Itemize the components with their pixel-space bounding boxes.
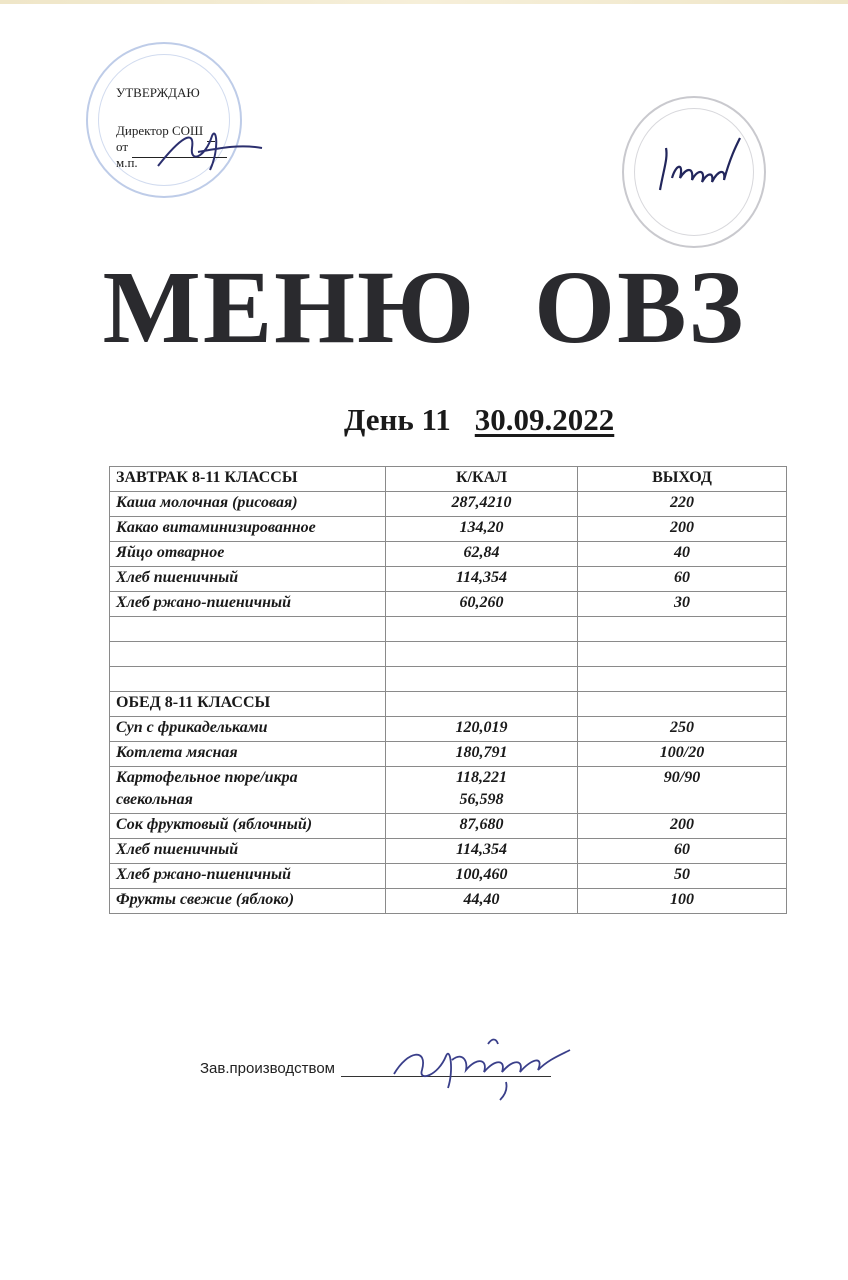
director-label: Директор СОШ [116,123,204,138]
header-yield: ВЫХОД [578,467,787,492]
table-row [110,742,787,767]
page-title: МЕНЮ ОВЗ [102,250,746,365]
dish-name: Сок фруктовый (яблочный) [110,814,386,839]
dish-kcal: 87,680 [386,814,578,839]
table-row [110,864,787,889]
table-row [110,567,787,592]
dish-yield: 200 [578,517,787,542]
signature-ivanov [650,128,750,208]
dish-yield: 50 [578,864,787,889]
dish-kcal: 62,84 [386,542,578,567]
table-row [110,542,787,567]
menu-date: 30.09.2022 [474,402,615,437]
dish-kcal-multiline [386,767,578,814]
dish-yield: 200 [578,814,787,839]
dish-name: Фрукты свежие (яблоко) [110,889,386,914]
dish-name: Каша молочная (рисовая) [110,492,386,517]
table-header-row [110,467,787,492]
dish-yield: 250 [578,717,787,742]
empty-row [110,642,787,667]
from-label: от [116,139,129,154]
director-signature [150,118,270,178]
dish-kcal: 60,260 [386,592,578,617]
dish-name: Котлета мясная [110,742,386,767]
table-row [110,814,787,839]
dish-kcal: 120,019 [386,717,578,742]
table-row [110,767,787,814]
dish-name: Суп с фрикадельками [110,717,386,742]
dish-name: Хлеб ржано-пшеничный [110,864,386,889]
table-row [110,839,787,864]
dish-yield: 30 [578,592,787,617]
dish-yield: 40 [578,542,787,567]
dish-yield: 60 [578,839,787,864]
dish-yield: 60 [578,567,787,592]
production-manager-signature [388,1030,588,1102]
dish-kcal: 44,40 [386,889,578,914]
dish-kcal: 114,354 [386,839,578,864]
dish-kcal: 134,20 [386,517,578,542]
dish-kcal: 287,4210 [386,492,578,517]
dish-yield: 220 [578,492,787,517]
dish-yield: 100 [578,889,787,914]
dish-kcal: 114,354 [386,567,578,592]
menu-table [109,466,787,914]
dish-name-line2: свекольная [116,791,193,808]
mp-label: м.п. [116,155,138,170]
table-row [110,517,787,542]
production-manager-label: Зав.производством [200,1060,335,1077]
day-label: День 11 [344,402,451,437]
empty-row [110,667,787,692]
top-edge-strip [0,0,848,4]
dish-kcal: 100,460 [386,864,578,889]
dish-yield: 90/90 [578,767,787,814]
dish-kcal-line1: 118,221 [455,769,508,786]
approve-heading: УТВЕРЖДАЮ [116,85,200,100]
dish-kcal-line2: 56,598 [459,791,504,808]
lunch-header: ОБЕД 8-11 КЛАССЫ [110,692,386,717]
table-row [110,717,787,742]
dish-name: Хлеб пшеничный [110,839,386,864]
empty-row [110,617,787,642]
table-row [110,889,787,914]
header-kcal: К/КАЛ [386,467,578,492]
table-row [110,492,787,517]
table-row [110,592,787,617]
day-line [344,402,614,438]
dish-name: Яйцо отварное [110,542,386,567]
dish-name-line1: Картофельное пюре/икра [116,769,298,786]
lunch-header-row [110,692,787,717]
dish-name: Хлеб ржано-пшеничный [110,592,386,617]
dish-name: Хлеб пшеничный [110,567,386,592]
dish-name-multiline [110,767,386,814]
dish-kcal: 180,791 [386,742,578,767]
dish-name: Какао витаминизированное [110,517,386,542]
dish-yield: 100/20 [578,742,787,767]
header-breakfast: ЗАВТРАК 8-11 КЛАССЫ [110,467,386,492]
